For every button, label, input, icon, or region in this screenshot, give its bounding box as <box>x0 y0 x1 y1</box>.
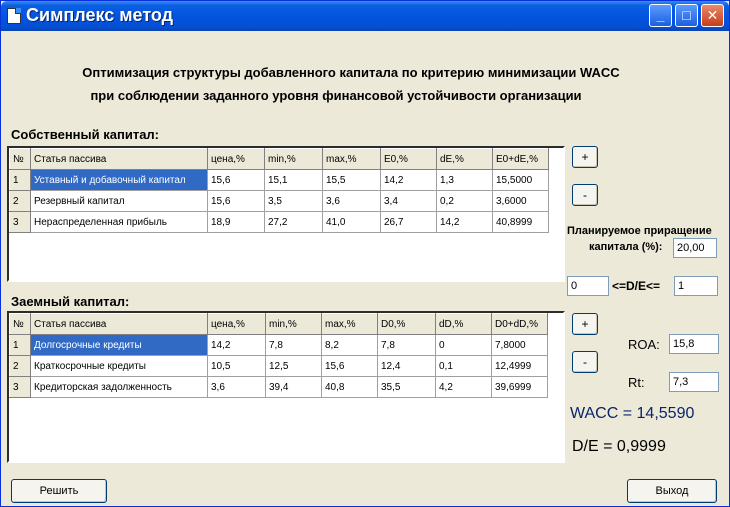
table-cell[interactable]: 0,2 <box>437 191 493 212</box>
table-cell[interactable]: 41,0 <box>323 212 381 233</box>
column-header: № <box>10 149 31 170</box>
row-number: 1 <box>10 335 31 356</box>
table-cell[interactable]: 27,2 <box>265 212 323 233</box>
de-max-input[interactable]: 1 <box>674 276 718 296</box>
de-min-input[interactable]: 0 <box>567 276 609 296</box>
table-row[interactable] <box>10 170 549 191</box>
column-header: Статья пассива <box>31 149 208 170</box>
column-header: D0+dD,% <box>492 314 548 335</box>
de-range-label: <=D/E<= <box>612 279 661 293</box>
table-cell[interactable]: 1,3 <box>437 170 493 191</box>
exit-button[interactable]: Выход <box>627 479 717 503</box>
rt-input[interactable]: 7,3 <box>669 372 719 392</box>
table-cell[interactable]: 3,5 <box>265 191 323 212</box>
table-cell[interactable]: 12,4999 <box>492 356 548 377</box>
heading-line-1: Оптимизация структуры добавленного капитала по критерию минимизации WACC <box>82 65 620 80</box>
column-header: min,% <box>265 149 323 170</box>
table-cell[interactable]: Уставный и добавочный капитал <box>31 170 208 191</box>
roa-input[interactable]: 15,8 <box>669 334 719 354</box>
minimize-button[interactable]: _ <box>649 4 672 27</box>
table-row[interactable] <box>10 356 548 377</box>
debt-remove-button[interactable]: - <box>572 351 598 373</box>
table-row[interactable] <box>10 212 549 233</box>
debt-grid[interactable] <box>7 311 565 463</box>
planned-increment-label-1: Планируемое приращение <box>567 225 712 237</box>
equity-grid[interactable] <box>7 146 565 282</box>
solve-button[interactable]: Решить <box>11 479 107 503</box>
equity-label: Собственный капитал: <box>11 127 160 142</box>
column-header: цена,% <box>208 314 266 335</box>
table-cell[interactable]: 15,5 <box>323 170 381 191</box>
column-header: min,% <box>266 314 322 335</box>
column-header: № <box>10 314 31 335</box>
column-header: dE,% <box>437 149 493 170</box>
table-cell[interactable]: 39,6999 <box>492 377 548 398</box>
table-cell[interactable]: 12,4 <box>378 356 436 377</box>
table-cell[interactable]: Нераспределенная прибыль <box>31 212 208 233</box>
column-header: цена,% <box>208 149 265 170</box>
de-result: D/E = 0,9999 <box>572 438 666 455</box>
table-cell[interactable]: 26,7 <box>381 212 437 233</box>
column-header: Статья пассива <box>31 314 208 335</box>
planned-increment-label-2: капитала (%): <box>589 241 663 253</box>
row-number: 3 <box>10 377 31 398</box>
column-header: dD,% <box>436 314 492 335</box>
table-cell[interactable]: 15,6 <box>208 170 265 191</box>
table-cell[interactable]: 40,8 <box>322 377 378 398</box>
debt-add-button[interactable]: + <box>572 313 598 335</box>
row-number: 2 <box>10 356 31 377</box>
table-row[interactable] <box>10 377 548 398</box>
table-cell[interactable]: Долгосрочные кредиты <box>31 335 208 356</box>
table-cell[interactable]: 8,2 <box>322 335 378 356</box>
column-header: max,% <box>323 149 381 170</box>
table-cell[interactable]: 3,6 <box>208 377 266 398</box>
close-button[interactable]: ✕ <box>701 4 724 27</box>
table-cell[interactable]: 3,4 <box>381 191 437 212</box>
heading-line-2: при соблюдении заданного уровня финансовой устойчивости организации <box>90 88 582 103</box>
window-title: Симплекс метод <box>26 5 174 25</box>
table-cell[interactable]: 10,5 <box>208 356 266 377</box>
table-row[interactable] <box>10 335 548 356</box>
table-row[interactable] <box>10 191 549 212</box>
table-cell[interactable]: 3,6 <box>323 191 381 212</box>
column-header: E0,% <box>381 149 437 170</box>
table-cell[interactable]: 12,5 <box>266 356 322 377</box>
debt-header-row <box>10 314 548 335</box>
table-cell[interactable]: Кредиторская задолженность <box>31 377 208 398</box>
table-cell[interactable]: Краткосрочные кредиты <box>31 356 208 377</box>
table-cell[interactable]: 35,5 <box>378 377 436 398</box>
maximize-button[interactable]: □ <box>675 4 698 27</box>
equity-header-row <box>10 149 549 170</box>
table-cell[interactable]: 0 <box>436 335 492 356</box>
planned-increment-input[interactable]: 20,00 <box>673 238 717 258</box>
row-number: 2 <box>10 191 31 212</box>
table-cell[interactable]: 4,2 <box>436 377 492 398</box>
equity-add-button[interactable]: + <box>572 146 598 168</box>
table-cell[interactable]: Резервный капитал <box>31 191 208 212</box>
equity-remove-button[interactable]: - <box>572 184 598 206</box>
column-header: E0+dE,% <box>493 149 549 170</box>
row-number: 1 <box>10 170 31 191</box>
title-bar[interactable] <box>1 1 729 31</box>
column-header: max,% <box>322 314 378 335</box>
table-cell[interactable]: 14,2 <box>381 170 437 191</box>
table-cell[interactable]: 15,6 <box>322 356 378 377</box>
table-cell[interactable]: 18,9 <box>208 212 265 233</box>
table-cell[interactable]: 14,2 <box>437 212 493 233</box>
table-cell[interactable]: 14,2 <box>208 335 266 356</box>
row-number: 3 <box>10 212 31 233</box>
table-cell[interactable]: 39,4 <box>266 377 322 398</box>
table-cell[interactable]: 15,1 <box>265 170 323 191</box>
table-cell[interactable]: 7,8000 <box>492 335 548 356</box>
table-cell[interactable]: 40,8999 <box>493 212 549 233</box>
table-cell[interactable]: 15,5000 <box>493 170 549 191</box>
table-cell[interactable]: 7,8 <box>378 335 436 356</box>
table-cell[interactable]: 3,6000 <box>493 191 549 212</box>
roa-label: ROA: <box>628 337 660 352</box>
wacc-result: WACC = 14,5590 <box>570 405 695 422</box>
table-cell[interactable]: 15,6 <box>208 191 265 212</box>
table-cell[interactable]: 7,8 <box>266 335 322 356</box>
table-cell[interactable]: 0,1 <box>436 356 492 377</box>
rt-label: Rt: <box>628 375 645 390</box>
column-header: D0,% <box>378 314 436 335</box>
app-icon <box>7 8 21 24</box>
debt-label: Заемный капитал: <box>11 294 130 309</box>
